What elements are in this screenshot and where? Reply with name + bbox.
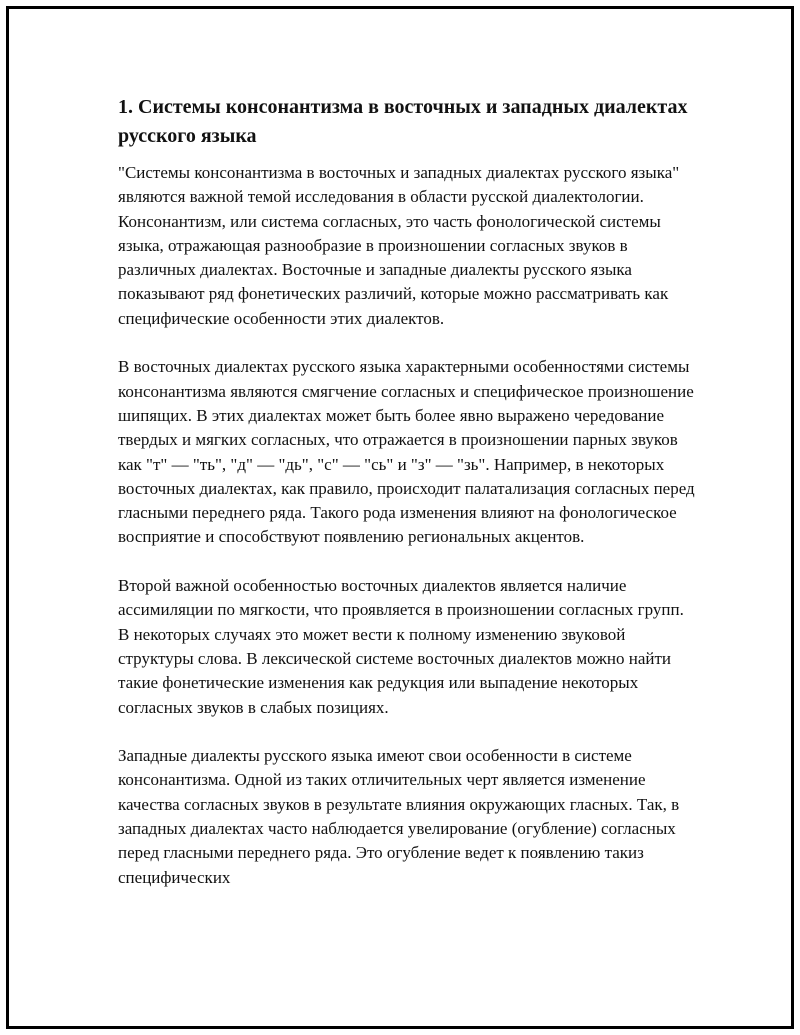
section-heading: 1. Системы консонантизма в восточных и западных диалектах русского языка bbox=[118, 96, 688, 147]
paragraph-1: "Системы консонантизма в восточных и западных диалектах русского языка" являются важной темой исследования в области русской диалектологии. Консонантизм, или система согласных, это часть фонологической системы языка, отражающая разнообразие в произношении согласных звуков в различных диалектах. Восточные и западные диалекты русского языка показывают ряд фонетических различий, которые можно рассматривать как специфические особенности этих диалектов. bbox=[118, 163, 680, 328]
paragraph-2: В восточных диалектах русского языка характерными особенностями системы консонантизма являются смягчение согласных и специфическое произношение шипящих. В этих диалектах может быть более явно выражено чередование твердых и мягких согласных, что отражается в произношении парных звуков как "т" — "ть", "д" — "дь", "с" — "сь" и "з" — "зь". Например, в некоторых восточных диалектах, как правило, происходит палатализация согласных перед гласными переднего ряда. Такого рода изменения влияют на фонологическое восприятие и способствуют появлению региональных акцентов. bbox=[118, 357, 695, 547]
document-body bbox=[118, 93, 698, 914]
paragraph-4: Западные диалекты русского языка имеют свои особенности в системе консонантизма. Одной из таких отличительных черт является изменение качества согласных звуков в результате влияния окружающих гласных. Так, в западных диалектах часто наблюдается увелирование (огубление) согласных перед гласными переднего ряда. Это огубление ведет к появлению такиз специфических bbox=[118, 746, 680, 887]
paragraph-3: Второй важной особенностью восточных диалектов является наличие ассимиляции по мягкости, что проявляется в произношении согласных групп. В некоторых случаях это может вести к полному изменению звуковой структуры слова. В лексической системе восточных диалектов можно найти такие фонетические изменения как редукция или выпадение некоторых согласных звуков в слабых позициях. bbox=[118, 576, 684, 717]
